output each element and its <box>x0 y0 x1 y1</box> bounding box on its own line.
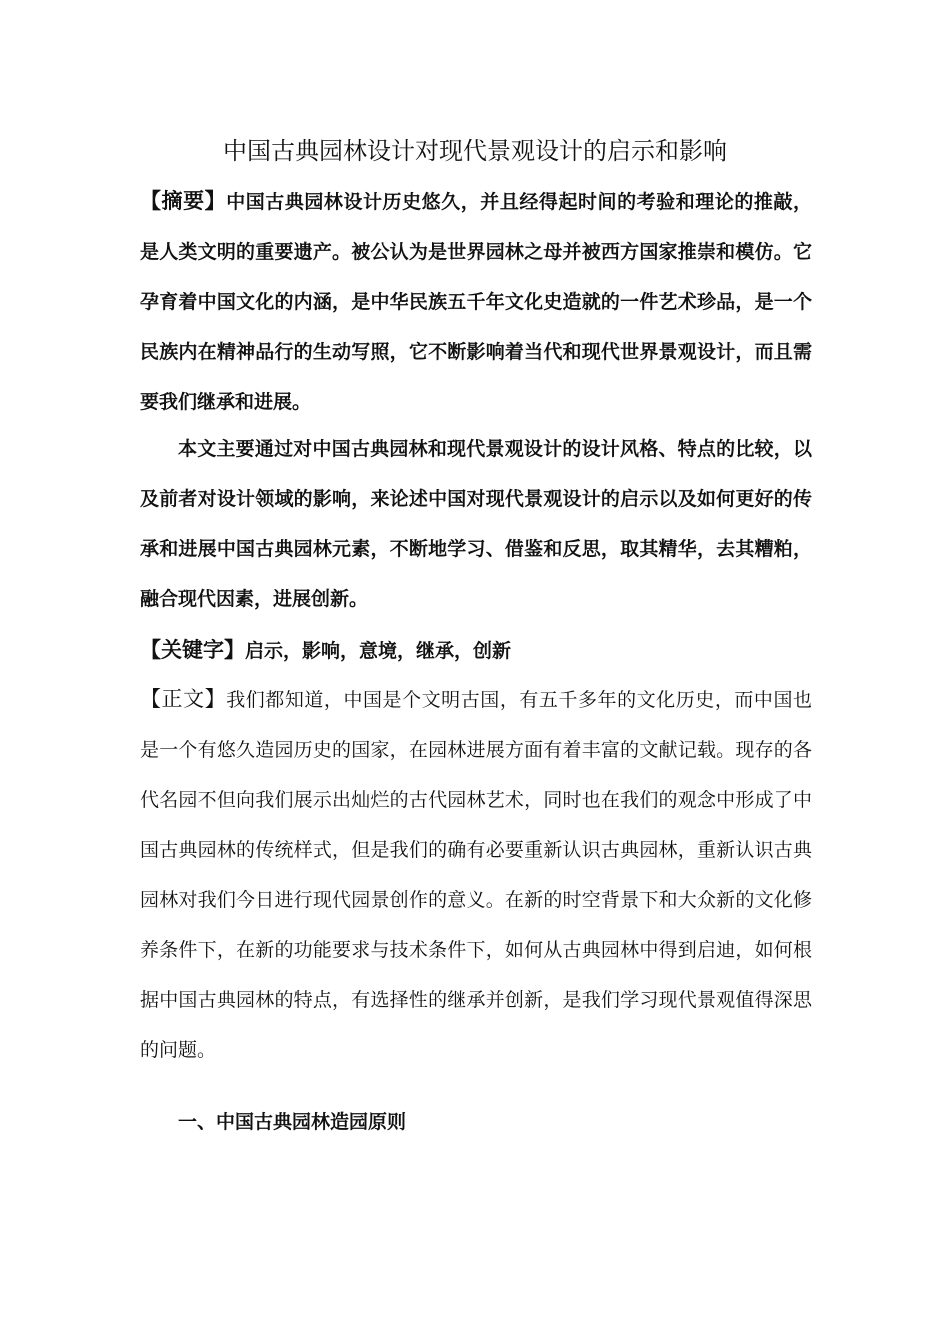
body-label: 【正文】 <box>140 687 227 711</box>
keywords-paragraph <box>140 625 812 676</box>
keywords-label: 【关键字】 <box>140 638 245 662</box>
document-title: 中国古典园林设计对现代景观设计的启示和影响 <box>223 137 727 165</box>
body-paragraph <box>140 674 812 1075</box>
intro-paragraph: 本文主要通过对中国古典园林和现代景观设计的设计风格、特点的比较，以及前者对设计领域的影响，来论述中国对现代景观设计的启示以及如何更好的传承和进展中国古典园林元素，不断地学习、借鉴和反思，取其精华，去其糟粕，融合现代因素，进展创新。 <box>140 438 812 610</box>
body-text: 我们都知道，中国是个文明古国，有五千多年的文化历史，而中国也是一个有悠久造园历史的国家，在园林进展方面有着丰富的文献记载。现存的各代名园不但向我们展示出灿烂的古代园林艺术，同时也在我们的观念中形成了中国古典园林的传统样式，但是我们的确有必要重新认识古典园林，重新认识古典园林对我们今日进行现代园景创作的意义。在新的时空背景下和大众新的文化修养条件下，在新的功能要求与技术条件下，如何从古典园林中得到启迪，如何根据中国古典园林的特点，有选择性的继承并创新，是我们学习现代景观值得深思的问题。 <box>140 689 812 1061</box>
abstract-label: 【摘要】 <box>140 189 227 213</box>
abstract-text: 中国古典园林设计历史悠久，并且经得起时间的考验和理论的推敲，是人类文明的重要遗产。被公认为是世界园林之母并被西方国家推崇和模仿。它孕育着中国文化的内涵，是中华民族五千年文化史造就的一件艺术珍品，是一个民族内在精神品行的生动写照，它不断影响着当代和现代世界景观设计，而且需要我们继承和进展。 <box>140 191 812 413</box>
section-heading: 一、中国古典园林造园原则 <box>178 1111 407 1133</box>
abstract-paragraph <box>140 176 812 427</box>
keywords-text: 启示，影响，意境，继承，创新 <box>245 640 512 662</box>
